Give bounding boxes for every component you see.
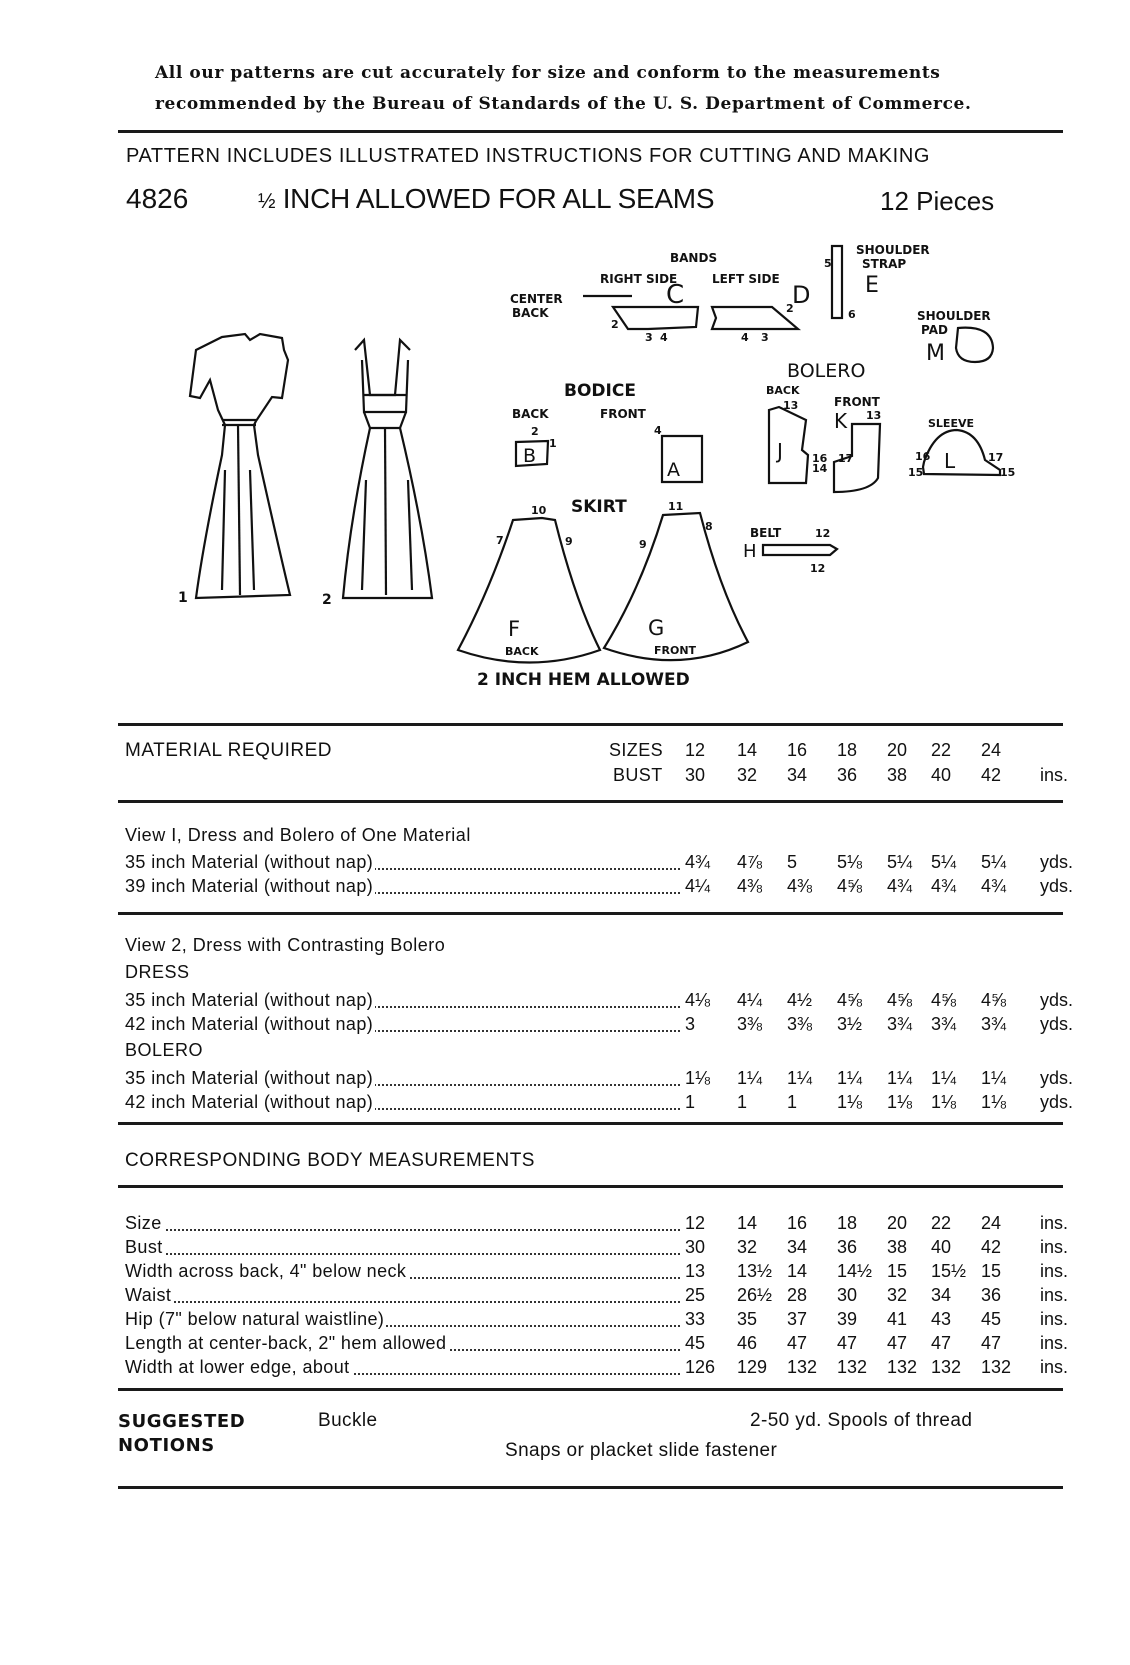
row-unit: yds. [1040, 1014, 1074, 1034]
table-cell: 4⅝ [981, 990, 1007, 1010]
notch-number: 10 [531, 504, 547, 517]
table-cell: 4⅜ [787, 876, 813, 896]
skirt-front-piece [604, 513, 748, 660]
table-cell: 132 [931, 1357, 962, 1377]
suggested-notions-heading [118, 1410, 245, 1458]
divider [118, 130, 1063, 133]
table-cell: 47 [837, 1333, 858, 1353]
table-cell: 5¼ [887, 852, 913, 872]
table-cell: 14 [787, 1261, 808, 1281]
table-cell: 3½ [837, 1014, 863, 1034]
table-cell: 40 [931, 1237, 952, 1257]
skirt-label: SKIRT [571, 497, 627, 517]
left-side-label: LEFT SIDE [712, 272, 780, 286]
table-cell: 16 [787, 740, 808, 760]
table-cell: 15 [887, 1261, 908, 1281]
pattern-number: 4826 [126, 183, 189, 214]
bodice-back-label: BACK [512, 407, 549, 421]
row-label: 42 inch Material (without nap) [125, 1014, 374, 1034]
row-label: 35 inch Material (without nap) [125, 852, 374, 872]
table-cell: 4⅝ [837, 876, 863, 896]
table-cell: 38 [887, 765, 908, 785]
table-cell: 18 [837, 740, 858, 760]
table-cell: 32 [737, 1237, 758, 1257]
table-cell: 46 [737, 1333, 758, 1353]
table-row [125, 876, 1075, 900]
bust-label: BUST [613, 765, 663, 785]
table-cell: 30 [685, 1237, 706, 1257]
table-row [125, 990, 1075, 1014]
dress-label: DRESS [125, 962, 190, 982]
row-unit: ins. [1040, 1357, 1069, 1377]
table-cell: 18 [837, 1213, 858, 1233]
notch-number: 2 [786, 302, 794, 315]
table-cell: 3¾ [887, 1014, 913, 1034]
shoulder-strap-label: SHOULDER [856, 243, 930, 257]
divider [118, 1486, 1063, 1489]
sleeve-label: SLEEVE [928, 417, 974, 430]
piece-d-label: D [792, 281, 811, 309]
table-cell: 36 [981, 1285, 1002, 1305]
skirt-back-label: BACK [505, 645, 539, 658]
table-cell: 24 [981, 740, 1002, 760]
divider [118, 1388, 1063, 1391]
notch-number: 11 [668, 500, 684, 513]
notion-fastener: Snaps or placket slide fastener [505, 1440, 778, 1461]
row-unit: yds. [1040, 990, 1074, 1010]
bolero-back-label: BACK [766, 384, 800, 397]
notch-number: 17 [988, 451, 1004, 464]
notion-thread: 2-50 yd. Spools of thread [750, 1410, 973, 1431]
piece-count: 12 Pieces [880, 186, 995, 216]
table-cell: 4¾ [887, 876, 913, 896]
notch-number: 3 [645, 331, 653, 344]
center-back-label: CENTER [510, 292, 563, 306]
table-row [125, 1213, 1075, 1237]
leader-dots [125, 1301, 680, 1303]
shoulder-pad-piece [956, 328, 993, 362]
table-cell: 34 [787, 1237, 808, 1257]
row-unit: yds. [1040, 1068, 1074, 1088]
row-unit: yds. [1040, 1092, 1074, 1112]
table-row [125, 1357, 1075, 1381]
divider [118, 912, 1063, 915]
table-cell: 1¼ [887, 1068, 913, 1088]
table-cell: 132 [787, 1357, 818, 1377]
table-cell: 47 [787, 1333, 808, 1353]
notch-number: 9 [639, 538, 647, 551]
table-cell: 4¼ [737, 990, 763, 1010]
notch-number: 14 [812, 462, 828, 475]
table-row [125, 1237, 1075, 1261]
table-cell: 4⅝ [837, 990, 863, 1010]
table-cell: 132 [837, 1357, 868, 1377]
shoulder-strap-label-2: STRAP [862, 257, 907, 271]
table-cell: 1⅛ [685, 1068, 711, 1088]
piece-j-label: J [777, 439, 783, 463]
leader-dots [125, 1229, 680, 1231]
row-unit: yds. [1040, 876, 1074, 896]
table-cell: 5¼ [981, 852, 1007, 872]
table-cell: 3⅜ [737, 1014, 763, 1034]
bust-unit: ins. [1040, 765, 1069, 785]
table-cell: 32 [887, 1285, 908, 1305]
row-label: 35 inch Material (without nap) [125, 990, 374, 1010]
table-cell: 1⅛ [981, 1092, 1007, 1112]
table-cell: 1⅛ [837, 1092, 863, 1112]
table-cell: 1¼ [931, 1068, 957, 1088]
table-cell: 25 [685, 1285, 706, 1305]
row-label: Width across back, 4" below neck [125, 1261, 407, 1281]
table-row [125, 1068, 1075, 1092]
table-cell: 1¼ [837, 1068, 863, 1088]
table-cell: 47 [981, 1333, 1002, 1353]
notch-number: 2 [611, 318, 619, 331]
table-cell: 47 [887, 1333, 908, 1353]
table-cell: 42 [981, 765, 1002, 785]
notch-number: 15 [908, 466, 924, 479]
notch-number: 4 [654, 424, 662, 437]
table-cell: 1⅛ [887, 1092, 913, 1112]
bolero-front-label: FRONT [834, 395, 880, 409]
table-cell: 39 [837, 1309, 858, 1329]
seam-fraction: ½ [258, 190, 276, 213]
notch-number: 16 [812, 452, 828, 465]
table-cell: 129 [737, 1357, 768, 1377]
dress-view-1-illustration [190, 334, 290, 598]
table-row [125, 1014, 1075, 1038]
accuracy-statement [155, 58, 1035, 120]
view-1-number: 1 [178, 590, 188, 606]
row-unit: ins. [1040, 1213, 1069, 1233]
notch-number: 13 [783, 399, 799, 412]
bands-label: BANDS [670, 251, 718, 265]
notch-number: 2 [531, 425, 539, 438]
piece-g-label: G [648, 616, 665, 640]
table-cell: 1¼ [737, 1068, 763, 1088]
table-cell: 14 [737, 1213, 758, 1233]
table-cell: 14 [737, 740, 758, 760]
shoulder-pad-label: SHOULDER [917, 309, 991, 323]
view-2-title: View 2, Dress with Contrasting Bolero [125, 935, 446, 955]
table-cell: 20 [887, 740, 908, 760]
table-cell: 5¼ [931, 852, 957, 872]
seam-allowance [258, 183, 714, 215]
table-cell: 12 [685, 1213, 706, 1233]
table-cell: 35 [737, 1309, 758, 1329]
notch-number: 6 [848, 308, 856, 321]
notch-number: 3 [761, 331, 769, 344]
table-cell: 45 [685, 1333, 706, 1353]
row-unit: ins. [1040, 1333, 1069, 1353]
table-cell: 14½ [837, 1261, 873, 1281]
accuracy-line-1: All our patterns are cut accurately for size and conform to the measurements [155, 63, 941, 83]
shoulder-strap-piece [832, 246, 842, 318]
view-2-number: 2 [322, 592, 332, 608]
table-cell: 47 [931, 1333, 952, 1353]
row-unit: ins. [1040, 1309, 1069, 1329]
table-cell: 34 [931, 1285, 952, 1305]
divider [118, 1122, 1063, 1125]
table-cell: 4⅜ [737, 876, 763, 896]
notch-number: 1 [549, 437, 557, 450]
bodice-label: BODICE [564, 381, 636, 401]
notch-number: 12 [815, 527, 831, 540]
table-cell: 126 [685, 1357, 716, 1377]
piece-m-label: M [926, 341, 945, 366]
piece-l-label: L [944, 449, 956, 473]
table-cell: 1⅛ [931, 1092, 957, 1112]
table-cell: 45 [981, 1309, 1002, 1329]
notch-number: 12 [810, 562, 826, 575]
table-cell: 38 [887, 1237, 908, 1257]
table-cell: 22 [931, 740, 952, 760]
row-unit: ins. [1040, 1285, 1069, 1305]
table-cell: 1 [787, 1092, 798, 1112]
notch-number: 8 [705, 520, 713, 533]
table-cell: 22 [931, 1213, 952, 1233]
divider [118, 723, 1063, 726]
row-label: Bust [125, 1237, 163, 1257]
table-cell: 3¾ [931, 1014, 957, 1034]
table-cell: 43 [931, 1309, 952, 1329]
row-unit: yds. [1040, 852, 1074, 872]
row-label: 39 inch Material (without nap) [125, 876, 374, 896]
table-cell: 37 [787, 1309, 808, 1329]
table-cell: 4⅝ [887, 990, 913, 1010]
table-cell: 5⅛ [837, 852, 863, 872]
notch-number: 16 [915, 450, 931, 463]
notch-number: 7 [496, 534, 504, 547]
table-cell: 28 [787, 1285, 808, 1305]
divider [118, 800, 1063, 803]
table-cell: 13½ [737, 1261, 773, 1281]
table-cell: 4¼ [685, 876, 711, 896]
notch-number: 17 [838, 452, 854, 465]
piece-f-label: F [508, 617, 521, 641]
sizes-header-row [125, 740, 1075, 764]
table-cell: 36 [837, 765, 858, 785]
pattern-diagram [0, 215, 1130, 705]
table-cell: 30 [685, 765, 706, 785]
row-label: Size [125, 1213, 162, 1233]
table-cell: 1 [737, 1092, 748, 1112]
bodice-front-label: FRONT [600, 407, 646, 421]
table-cell: 3 [685, 1014, 696, 1034]
skirt-back-piece [458, 518, 600, 663]
piece-b-label: B [523, 445, 537, 467]
piece-k-label: K [834, 409, 848, 433]
notch-number: 15 [1000, 466, 1016, 479]
table-row [125, 1285, 1075, 1309]
bolero-back-piece [769, 407, 808, 483]
table-cell: 3¾ [981, 1014, 1007, 1034]
bust-header-row [125, 765, 1075, 789]
table-cell: 33 [685, 1309, 706, 1329]
dress-view-2-illustration [343, 340, 432, 598]
table-cell: 1¼ [981, 1068, 1007, 1088]
notions-heading-2: NOTIONS [118, 1435, 215, 1456]
row-label: Hip (7" below natural waistline) [125, 1309, 385, 1329]
table-cell: 5 [787, 852, 798, 872]
material-required-title: MATERIAL REQUIRED [125, 740, 332, 761]
divider [118, 1185, 1063, 1188]
table-cell: 24 [981, 1213, 1002, 1233]
table-cell: 40 [931, 765, 952, 785]
table-cell: 132 [887, 1357, 918, 1377]
seam-text: INCH ALLOWED FOR ALL SEAMS [282, 183, 715, 214]
table-row [125, 1333, 1075, 1357]
notch-number: 13 [866, 409, 882, 422]
row-label: Length at center-back, 2" hem allowed [125, 1333, 447, 1353]
table-cell: 42 [981, 1237, 1002, 1257]
table-cell: 3⅜ [787, 1014, 813, 1034]
bolero-label: BOLERO [787, 360, 866, 382]
table-cell: 4¾ [981, 876, 1007, 896]
table-row [125, 1092, 1075, 1116]
table-row [125, 1309, 1075, 1333]
row-unit: ins. [1040, 1261, 1069, 1281]
row-label: Width at lower edge, about [125, 1357, 350, 1377]
shoulder-pad-label-2: PAD [921, 323, 948, 337]
piece-e-label: E [865, 273, 879, 298]
instructions-note: PATTERN INCLUDES ILLUSTRATED INSTRUCTIONS FOR CUTTING AND MAKING [126, 145, 931, 167]
piece-c-label: C [666, 280, 685, 310]
table-row [125, 852, 1075, 876]
table-cell: 1¼ [787, 1068, 813, 1088]
leader-dots [125, 1253, 680, 1255]
sizes-label: SIZES [609, 740, 664, 760]
table-cell: 4¾ [685, 852, 711, 872]
accuracy-line-2: recommended by the Bureau of Standards of the U. S. Department of Commerce. [155, 94, 972, 114]
belt-piece [763, 545, 837, 555]
table-cell: 30 [837, 1285, 858, 1305]
row-label: Waist [125, 1285, 172, 1305]
center-back-label-2: BACK [512, 306, 549, 320]
notch-number: 9 [565, 535, 573, 548]
table-cell: 34 [787, 765, 808, 785]
table-cell: 32 [737, 765, 758, 785]
body-measurements-title: CORRESPONDING BODY MEASUREMENTS [125, 1150, 535, 1171]
notch-number: 5 [824, 257, 832, 270]
table-cell: 16 [787, 1213, 808, 1233]
row-unit: ins. [1040, 1237, 1069, 1257]
table-cell: 36 [837, 1237, 858, 1257]
right-side-label: RIGHT SIDE [600, 272, 678, 286]
table-cell: 41 [887, 1309, 908, 1329]
bolero-label: BOLERO [125, 1040, 204, 1060]
table-cell: 4⅝ [931, 990, 957, 1010]
notion-buckle: Buckle [318, 1410, 378, 1431]
view-1-title: View I, Dress and Bolero of One Material [125, 825, 471, 845]
table-cell: 15 [981, 1261, 1002, 1281]
table-cell: 4½ [787, 990, 813, 1010]
piece-h-label: H [743, 541, 757, 562]
table-cell: 26½ [737, 1285, 773, 1305]
hem-allowance-label: 2 INCH HEM ALLOWED [477, 670, 690, 690]
notch-number: 4 [741, 331, 749, 344]
table-cell: 20 [887, 1213, 908, 1233]
table-cell: 4¾ [931, 876, 957, 896]
row-label: 35 inch Material (without nap) [125, 1068, 374, 1088]
table-cell: 15½ [931, 1261, 967, 1281]
table-cell: 12 [685, 740, 706, 760]
table-cell: 132 [981, 1357, 1012, 1377]
table-row [125, 1261, 1075, 1285]
table-cell: 1 [685, 1092, 696, 1112]
table-cell: 4⅞ [737, 852, 763, 872]
skirt-front-label: FRONT [654, 644, 697, 657]
notch-number: 4 [660, 331, 668, 344]
row-label: 42 inch Material (without nap) [125, 1092, 374, 1112]
notions-heading-1: SUGGESTED [118, 1411, 246, 1432]
table-cell: 13 [685, 1261, 706, 1281]
piece-a-label: A [667, 459, 680, 481]
table-cell: 4⅛ [685, 990, 711, 1010]
belt-label: BELT [750, 526, 782, 540]
